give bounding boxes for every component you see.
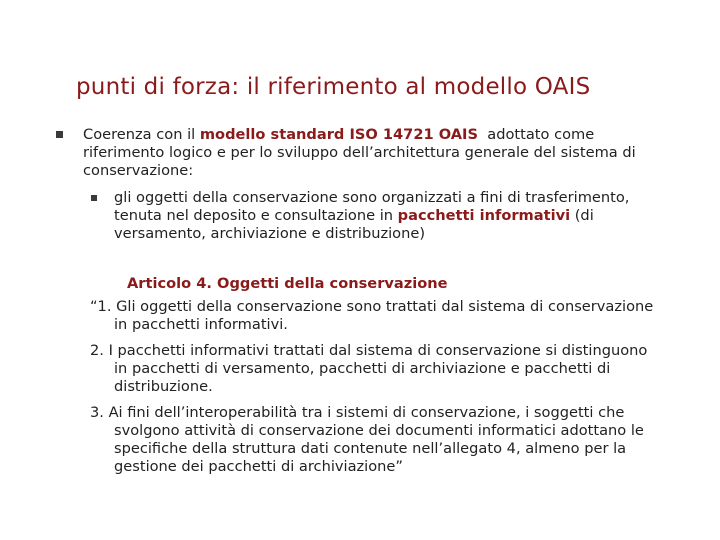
bullet1-text-before: Coerenza con il: [83, 126, 200, 143]
article-line: in pacchetti informativi.: [114, 316, 288, 333]
bullet2-line3: versamento, archiviazione e distribuzione): [114, 225, 426, 242]
bullet2-text-after: (di: [570, 207, 594, 224]
bullet1-text-after: adottato come: [477, 126, 595, 143]
bullet1-line3: conservazione:: [83, 162, 194, 179]
bullet-marker: [56, 131, 63, 138]
pacchetti-highlight: pacchetti informativi: [397, 207, 571, 224]
article-line: distribuzione.: [114, 378, 213, 395]
article-line: in pacchetti di versamento, pacchetti di archiviazione e pacchetti di: [114, 360, 611, 377]
bullet2-text-before: tenuta nel deposito e consultazione in: [114, 207, 398, 224]
article-line: specifiche della struttura dati contenute nell’allegato 4, almeno per la: [114, 440, 627, 457]
bullet-text-level2: [114, 189, 714, 243]
slide-title: punti di forza: il riferimento al modello OAIS: [76, 74, 591, 100]
bullet1-line2: riferimento logico e per lo sviluppo dell’architettura generale del sistema di: [83, 144, 636, 161]
bullet2-line1: gli oggetti della conservazione sono organizzati a fini di trasferimento,: [114, 189, 630, 206]
iso-standard-highlight: modello standard ISO 14721 OAIS: [199, 126, 478, 143]
article-line: 2. I pacchetti informativi trattati dal sistema di conservazione si distinguono: [90, 342, 648, 359]
article-line: “1. Gli oggetti della conservazione sono trattati dal sistema di conservazione: [90, 298, 654, 315]
article-line: svolgono attività di conservazione dei documenti informatici adottano le: [114, 422, 644, 439]
article-line: 3. Ai fini dell’interoperabilità tra i sistemi di conservazione, i soggetti che: [90, 404, 625, 421]
article-title: Articolo 4. Oggetti della conservazione: [127, 275, 448, 292]
sub-bullet-marker: [91, 195, 97, 201]
bullet-text-level1: [83, 126, 713, 180]
article-line: gestione dei pacchetti di archiviazione”: [114, 458, 403, 475]
